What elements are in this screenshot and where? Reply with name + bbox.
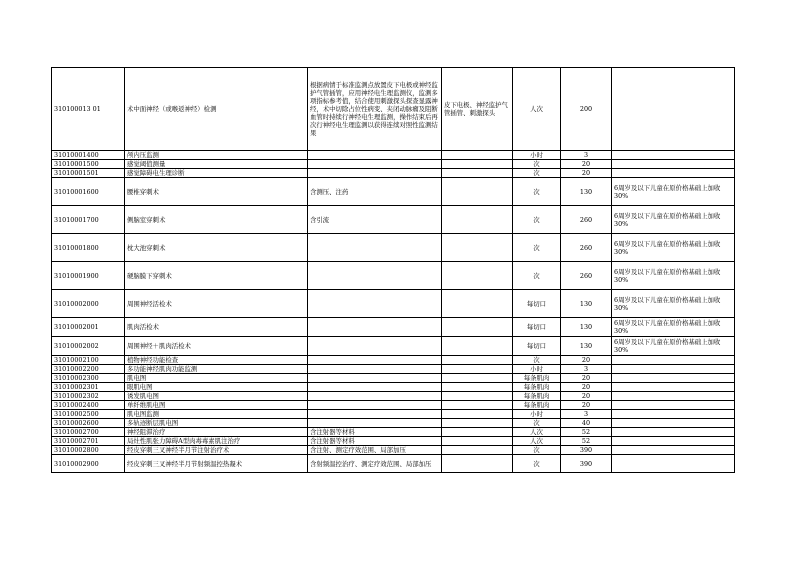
cell-remarks: [612, 419, 735, 428]
cell-excluded-content: [442, 151, 513, 160]
cell-excluded-content: [442, 178, 513, 206]
cell-price: 130: [561, 337, 612, 356]
cell-item-code: 31010002500: [52, 410, 125, 419]
cell-item-code: 31010002000: [52, 290, 125, 318]
cell-item-code: 31010001501: [52, 169, 125, 178]
table-row: [52, 151, 735, 160]
cell-item-code: 31010002400: [52, 401, 125, 410]
table-row: [52, 365, 735, 374]
cell-item-content: 根据病情于标准监测点放置皮下电极或神经监护气管插管，应用神经电生理监测仪，监测多项指标参考值，结合使用刺激探头探查显露神经，术中切除占位性病变、夹闭动脉瘤及阻断血管时持续行神经电生理监测，操作结束后再次行神经电生理监测以获得连续对照性监测结果: [308, 68, 442, 151]
cell-item-code: 31010002001: [52, 318, 125, 337]
table-row: [52, 206, 735, 234]
cell-unit: 人次: [513, 68, 561, 151]
cell-remarks: [612, 151, 735, 160]
cell-remarks: [612, 356, 735, 365]
cell-unit: 每条肌肉: [513, 383, 561, 392]
cell-unit: 人次: [513, 437, 561, 446]
cell-remarks: 6周岁及以下儿童在原价格基础上加收30%: [612, 290, 735, 318]
table-row: [52, 337, 735, 356]
cell-item-content: 含射频温控治疗、测定疗效范围、局部加压: [308, 455, 442, 473]
cell-item-name: 多功能神经肌肉功能监测: [125, 365, 308, 374]
cell-item-code: 31010002100: [52, 356, 125, 365]
table-row: [52, 401, 735, 410]
cell-unit: 次: [513, 446, 561, 455]
cell-price: 260: [561, 206, 612, 234]
cell-excluded-content: [442, 419, 513, 428]
cell-excluded-content: [442, 401, 513, 410]
cell-price: 390: [561, 455, 612, 473]
cell-price: 3: [561, 151, 612, 160]
cell-item-code: 31010002302: [52, 392, 125, 401]
cell-unit: 次: [513, 455, 561, 473]
cell-unit: 次: [513, 419, 561, 428]
table-row: [52, 446, 735, 455]
cell-remarks: 6周岁及以下儿童在原价格基础上加收30%: [612, 234, 735, 262]
cell-item-name: 神经阻滞治疗: [125, 428, 308, 437]
cell-item-code: 31010002300: [52, 374, 125, 383]
cell-remarks: [612, 392, 735, 401]
cell-excluded-content: [442, 318, 513, 337]
cell-unit: 次: [513, 356, 561, 365]
cell-unit: 每条肌肉: [513, 401, 561, 410]
cell-item-name: 肌电图: [125, 374, 308, 383]
cell-excluded-content: [442, 169, 513, 178]
cell-price: 390: [561, 446, 612, 455]
cell-unit: 每切口: [513, 318, 561, 337]
cell-excluded-content: [442, 410, 513, 419]
cell-unit: 每条肌肉: [513, 374, 561, 383]
cell-item-name: 周围神经＋肌肉活检术: [125, 337, 308, 356]
cell-item-name: 植物神经功能检查: [125, 356, 308, 365]
cell-excluded-content: [442, 383, 513, 392]
cell-price: 130: [561, 318, 612, 337]
cell-item-content: [308, 392, 442, 401]
cell-item-content: [308, 151, 442, 160]
cell-item-content: [308, 234, 442, 262]
cell-item-content: [308, 419, 442, 428]
cell-item-name: 单纤维肌电图: [125, 401, 308, 410]
cell-item-code: 31010001900: [52, 262, 125, 290]
cell-item-content: [308, 365, 442, 374]
cell-price: 20: [561, 383, 612, 392]
cell-item-code: 31010002600: [52, 419, 125, 428]
cell-unit: 次: [513, 262, 561, 290]
cell-unit: 次: [513, 160, 561, 169]
cell-remarks: 6周岁及以下儿童在原价格基础上加收30%: [612, 318, 735, 337]
cell-remarks: [612, 446, 735, 455]
cell-item-name: 经皮穿刺三叉神经半月节射频温控热凝术: [125, 455, 308, 473]
cell-item-content: [308, 374, 442, 383]
cell-unit: 小时: [513, 151, 561, 160]
cell-item-name: 感觉障碍电生理诊断: [125, 169, 308, 178]
cell-item-code: 31010002301: [52, 383, 125, 392]
cell-remarks: [612, 374, 735, 383]
cell-remarks: 6周岁及以下儿童在原价格基础上加收30%: [612, 206, 735, 234]
cell-item-content: [308, 401, 442, 410]
cell-item-content: 含注射器等材料: [308, 428, 442, 437]
cell-remarks: [612, 169, 735, 178]
cell-excluded-content: [442, 428, 513, 437]
cell-unit: 人次: [513, 428, 561, 437]
cell-remarks: [612, 410, 735, 419]
cell-item-code: 31010002800: [52, 446, 125, 455]
cell-remarks: 6周岁及以下儿童在原价格基础上加收30%: [612, 178, 735, 206]
cell-price: 130: [561, 290, 612, 318]
table-row: [52, 290, 735, 318]
table-row: [52, 178, 735, 206]
cell-unit: 次: [513, 206, 561, 234]
cell-excluded-content: [442, 234, 513, 262]
cell-item-content: [308, 410, 442, 419]
cell-item-content: 含注射器等材料: [308, 437, 442, 446]
cell-price: 52: [561, 428, 612, 437]
cell-excluded-content: [442, 365, 513, 374]
cell-excluded-content: [442, 455, 513, 473]
cell-item-name: 眼肌电图: [125, 383, 308, 392]
cell-excluded-content: [442, 160, 513, 169]
cell-item-code: 31010001600: [52, 178, 125, 206]
cell-remarks: [612, 455, 735, 473]
cell-item-code: 31010002700: [52, 428, 125, 437]
cell-item-name: 感觉阈值测量: [125, 160, 308, 169]
cell-remarks: 6周岁及以下儿童在原价格基础上加收30%: [612, 337, 735, 356]
cell-item-content: [308, 337, 442, 356]
cell-unit: 每切口: [513, 337, 561, 356]
cell-item-name: 枕大池穿刺术: [125, 234, 308, 262]
table-row: [52, 392, 735, 401]
cell-item-name: 经皮穿刺三叉神经半月节注射治疗术: [125, 446, 308, 455]
cell-price: 200: [561, 68, 612, 151]
cell-unit: 小时: [513, 410, 561, 419]
cell-item-code: 31010001800: [52, 234, 125, 262]
price-table: [51, 67, 735, 473]
cell-unit: 次: [513, 169, 561, 178]
table-row: [52, 262, 735, 290]
table-row: [52, 455, 735, 473]
cell-item-content: [308, 262, 442, 290]
cell-item-name: 局灶性肌张力障碍A型肉毒毒素肌注治疗: [125, 437, 308, 446]
cell-price: 20: [561, 392, 612, 401]
cell-excluded-content: [442, 446, 513, 455]
cell-item-name: 腰椎穿刺术: [125, 178, 308, 206]
cell-item-name: 肌电图监测: [125, 410, 308, 419]
table-row: [52, 234, 735, 262]
cell-price: 3: [561, 410, 612, 419]
table-row: [52, 318, 735, 337]
table-row: [52, 437, 735, 446]
table-row: [52, 419, 735, 428]
cell-excluded-content: [442, 206, 513, 234]
table-row: [52, 356, 735, 365]
cell-unit: 每条肌肉: [513, 392, 561, 401]
cell-remarks: [612, 68, 735, 151]
cell-item-code: 31010001400: [52, 151, 125, 160]
cell-price: 20: [561, 169, 612, 178]
cell-item-content: [308, 356, 442, 365]
cell-item-code: 31010002701: [52, 437, 125, 446]
cell-excluded-content: [442, 337, 513, 356]
cell-excluded-content: [442, 262, 513, 290]
cell-item-content: [308, 383, 442, 392]
cell-remarks: 6周岁及以下儿童在原价格基础上加收30%: [612, 262, 735, 290]
cell-item-code: 31010001700: [52, 206, 125, 234]
cell-remarks: [612, 383, 735, 392]
cell-price: 130: [561, 178, 612, 206]
cell-item-name: 诱发肌电图: [125, 392, 308, 401]
cell-item-name: 肌肉活检术: [125, 318, 308, 337]
table-row: [52, 169, 735, 178]
cell-item-content: [308, 160, 442, 169]
cell-item-code: 31010002200: [52, 365, 125, 374]
table-row: [52, 410, 735, 419]
table-row: [52, 68, 735, 151]
cell-remarks: [612, 160, 735, 169]
price-table-body: [52, 68, 735, 473]
cell-excluded-content: [442, 437, 513, 446]
cell-item-name: 颅内压监测: [125, 151, 308, 160]
cell-item-name: 周围神经活检术: [125, 290, 308, 318]
cell-price: 260: [561, 234, 612, 262]
cell-price: 20: [561, 160, 612, 169]
cell-price: 20: [561, 401, 612, 410]
cell-item-content: 含测压、注药: [308, 178, 442, 206]
cell-remarks: [612, 401, 735, 410]
cell-item-name: 硬脑膜下穿刺术: [125, 262, 308, 290]
table-row: [52, 428, 735, 437]
cell-unit: 次: [513, 234, 561, 262]
cell-price: 52: [561, 437, 612, 446]
cell-item-content: 含引流: [308, 206, 442, 234]
cell-excluded-content: [442, 392, 513, 401]
table-row: [52, 160, 735, 169]
cell-item-code: 310100013 01: [52, 68, 125, 151]
cell-excluded-content: 皮下电极、神经监护气管插管、刺激探头: [442, 68, 513, 151]
cell-price: 260: [561, 262, 612, 290]
table-row: [52, 374, 735, 383]
cell-item-name: 侧脑室穿刺术: [125, 206, 308, 234]
cell-excluded-content: [442, 290, 513, 318]
cell-unit: 每切口: [513, 290, 561, 318]
cell-remarks: [612, 437, 735, 446]
cell-excluded-content: [442, 356, 513, 365]
cell-item-content: 含注射、测定疗效范围、局部加压: [308, 446, 442, 455]
cell-price: 3: [561, 365, 612, 374]
cell-price: 20: [561, 374, 612, 383]
cell-item-name: 多轨迹断层肌电图: [125, 419, 308, 428]
cell-price: 40: [561, 419, 612, 428]
cell-item-code: 31010001500: [52, 160, 125, 169]
table-row: [52, 383, 735, 392]
cell-price: 20: [561, 356, 612, 365]
cell-item-content: [308, 318, 442, 337]
cell-item-code: 31010002002: [52, 337, 125, 356]
cell-unit: 小时: [513, 365, 561, 374]
cell-item-code: 31010002900: [52, 455, 125, 473]
cell-excluded-content: [442, 374, 513, 383]
cell-unit: 次: [513, 178, 561, 206]
cell-remarks: [612, 428, 735, 437]
cell-remarks: [612, 365, 735, 374]
cell-item-content: [308, 290, 442, 318]
cell-item-name: 术中面神经（或喉返神经）检测: [125, 68, 308, 151]
cell-item-content: [308, 169, 442, 178]
